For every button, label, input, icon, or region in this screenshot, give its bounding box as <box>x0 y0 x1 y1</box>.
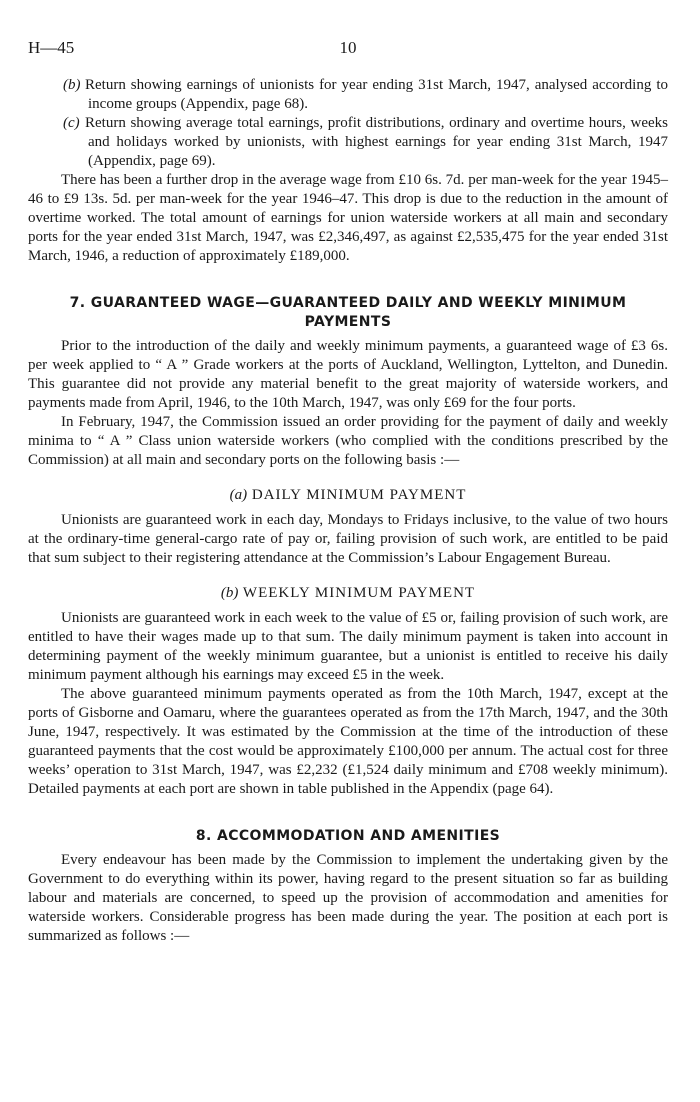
weekly-minimum-heading <box>28 584 668 603</box>
list-marker: (c) <box>63 115 80 131</box>
section-7-paragraph-2: In February, 1947, the Commission issued an order providing for the payment of daily and weekly minima to “ A ” Class union waterside workers (who complied with the conditions prescribed by the Commission) at all main and secondary ports on the following basis :— <box>28 414 668 468</box>
list-item-b <box>63 76 668 114</box>
page-body <box>28 76 668 946</box>
section-8-paragraph-1: Every endeavour has been made by the Commission to implement the undertaking given by the Government to do everything within its power, having regard to the present situation so far as building labour and materials are concerned, to speed up the provision of accommodation and amenities for waterside workers. Considerable progress has been made during the year. The position at each port is summarized as follows :— <box>28 852 668 944</box>
page-number: 10 <box>339 38 357 57</box>
list-item-text: Return showing average total earnings, profit distributions, ordinary and overtime hours, weeks and holidays worked by unionists, with highest earnings for year ending 31st March, 1947 (Appendix, page 69). <box>85 115 668 169</box>
subheading-label: (a) <box>229 487 248 503</box>
section-8-heading: 8. ACCOMMODATION AND AMENITIES <box>195 828 501 844</box>
subheading-title: DAILY MINIMUM PAYMENT <box>251 487 467 503</box>
daily-minimum-paragraph: Unionists are guaranteed work in each day, Mondays to Fridays inclusive, to the value of two hours at the ordinary-time general-cargo rate of pay or, failing provision of such work, are entitled to be paid that sum subject to their registering attendance at the Commission’s Labour Engagement Bureau. <box>28 512 668 566</box>
subheading-title: WEEKLY MINIMUM PAYMENT <box>242 585 476 601</box>
list-item-c <box>63 114 668 171</box>
list-marker: (b) <box>63 77 81 93</box>
section-7-paragraph-1: Prior to the introduction of the daily and weekly minimum payments, a guaranteed wage of £3 6s. per week applied to “ A ” Grade workers at the ports of Auckland, Wellington, Lyttelton, and Dunedin. This guarantee did not provide any material benefit to the great majority of waterside workers, and payments made from April, 1946, to the 10th March, 1947, was only £69 for the four ports. <box>28 338 668 411</box>
earnings-paragraph: There has been a further drop in the average wage from £10 6s. 7d. per man-week for the year 1945–46 to £9 13s. 5d. per man-week for the year 1946–47. This drop is due to the reduction in the amount of overtime worked. The total amount of earnings for union waterside workers at all main and secondary ports for the year ended 31st March, 1947, was £2,346,497, as against £2,535,475 for the year ended 31st March, 1946, a reduction of approximately £189,000. <box>28 172 668 264</box>
section-7-paragraph-3: The above guaranteed minimum payments operated as from the 10th March, 1947, except at the ports of Gisborne and Oamaru, where the guarantees operated as from the 17th March, 1947, and the 30th June, 1947, respectively. It was estimated by the Commission at the time of the introduction of these guaranteed payments that the cost would be approximately £100,000 per annum. The actual cost for three weeks’ operation to 31st March, 1947, was £2,232 (£1,524 daily minimum and £708 weekly minimum). Detailed payments at each port are shown in table published in the Appendix (page 64). <box>28 686 668 797</box>
section-7-heading: 7. GUARANTEED WAGE—GUARANTEED DAILY AND WEEKLY MINIMUM PAYMENTS <box>69 295 627 330</box>
daily-minimum-heading <box>28 486 668 505</box>
weekly-minimum-paragraph: Unionists are guaranteed work in each week to the value of £5 or, failing provision of such work, are entitled to have their wages made up to that sum. The daily minimum payment is taken into account in determining payment of the weekly minimum guarantee, but a unionist is entitled to receive his daily minimum payment although his earnings may exceed £5 in the week. <box>28 610 668 683</box>
page-header <box>28 38 668 60</box>
document-reference: H—45 <box>28 38 75 57</box>
list-item-text: Return showing earnings of unionists for year ending 31st March, 1947, analysed according to income groups (Appendix, page 68). <box>85 77 668 112</box>
subheading-label: (b) <box>220 585 239 601</box>
